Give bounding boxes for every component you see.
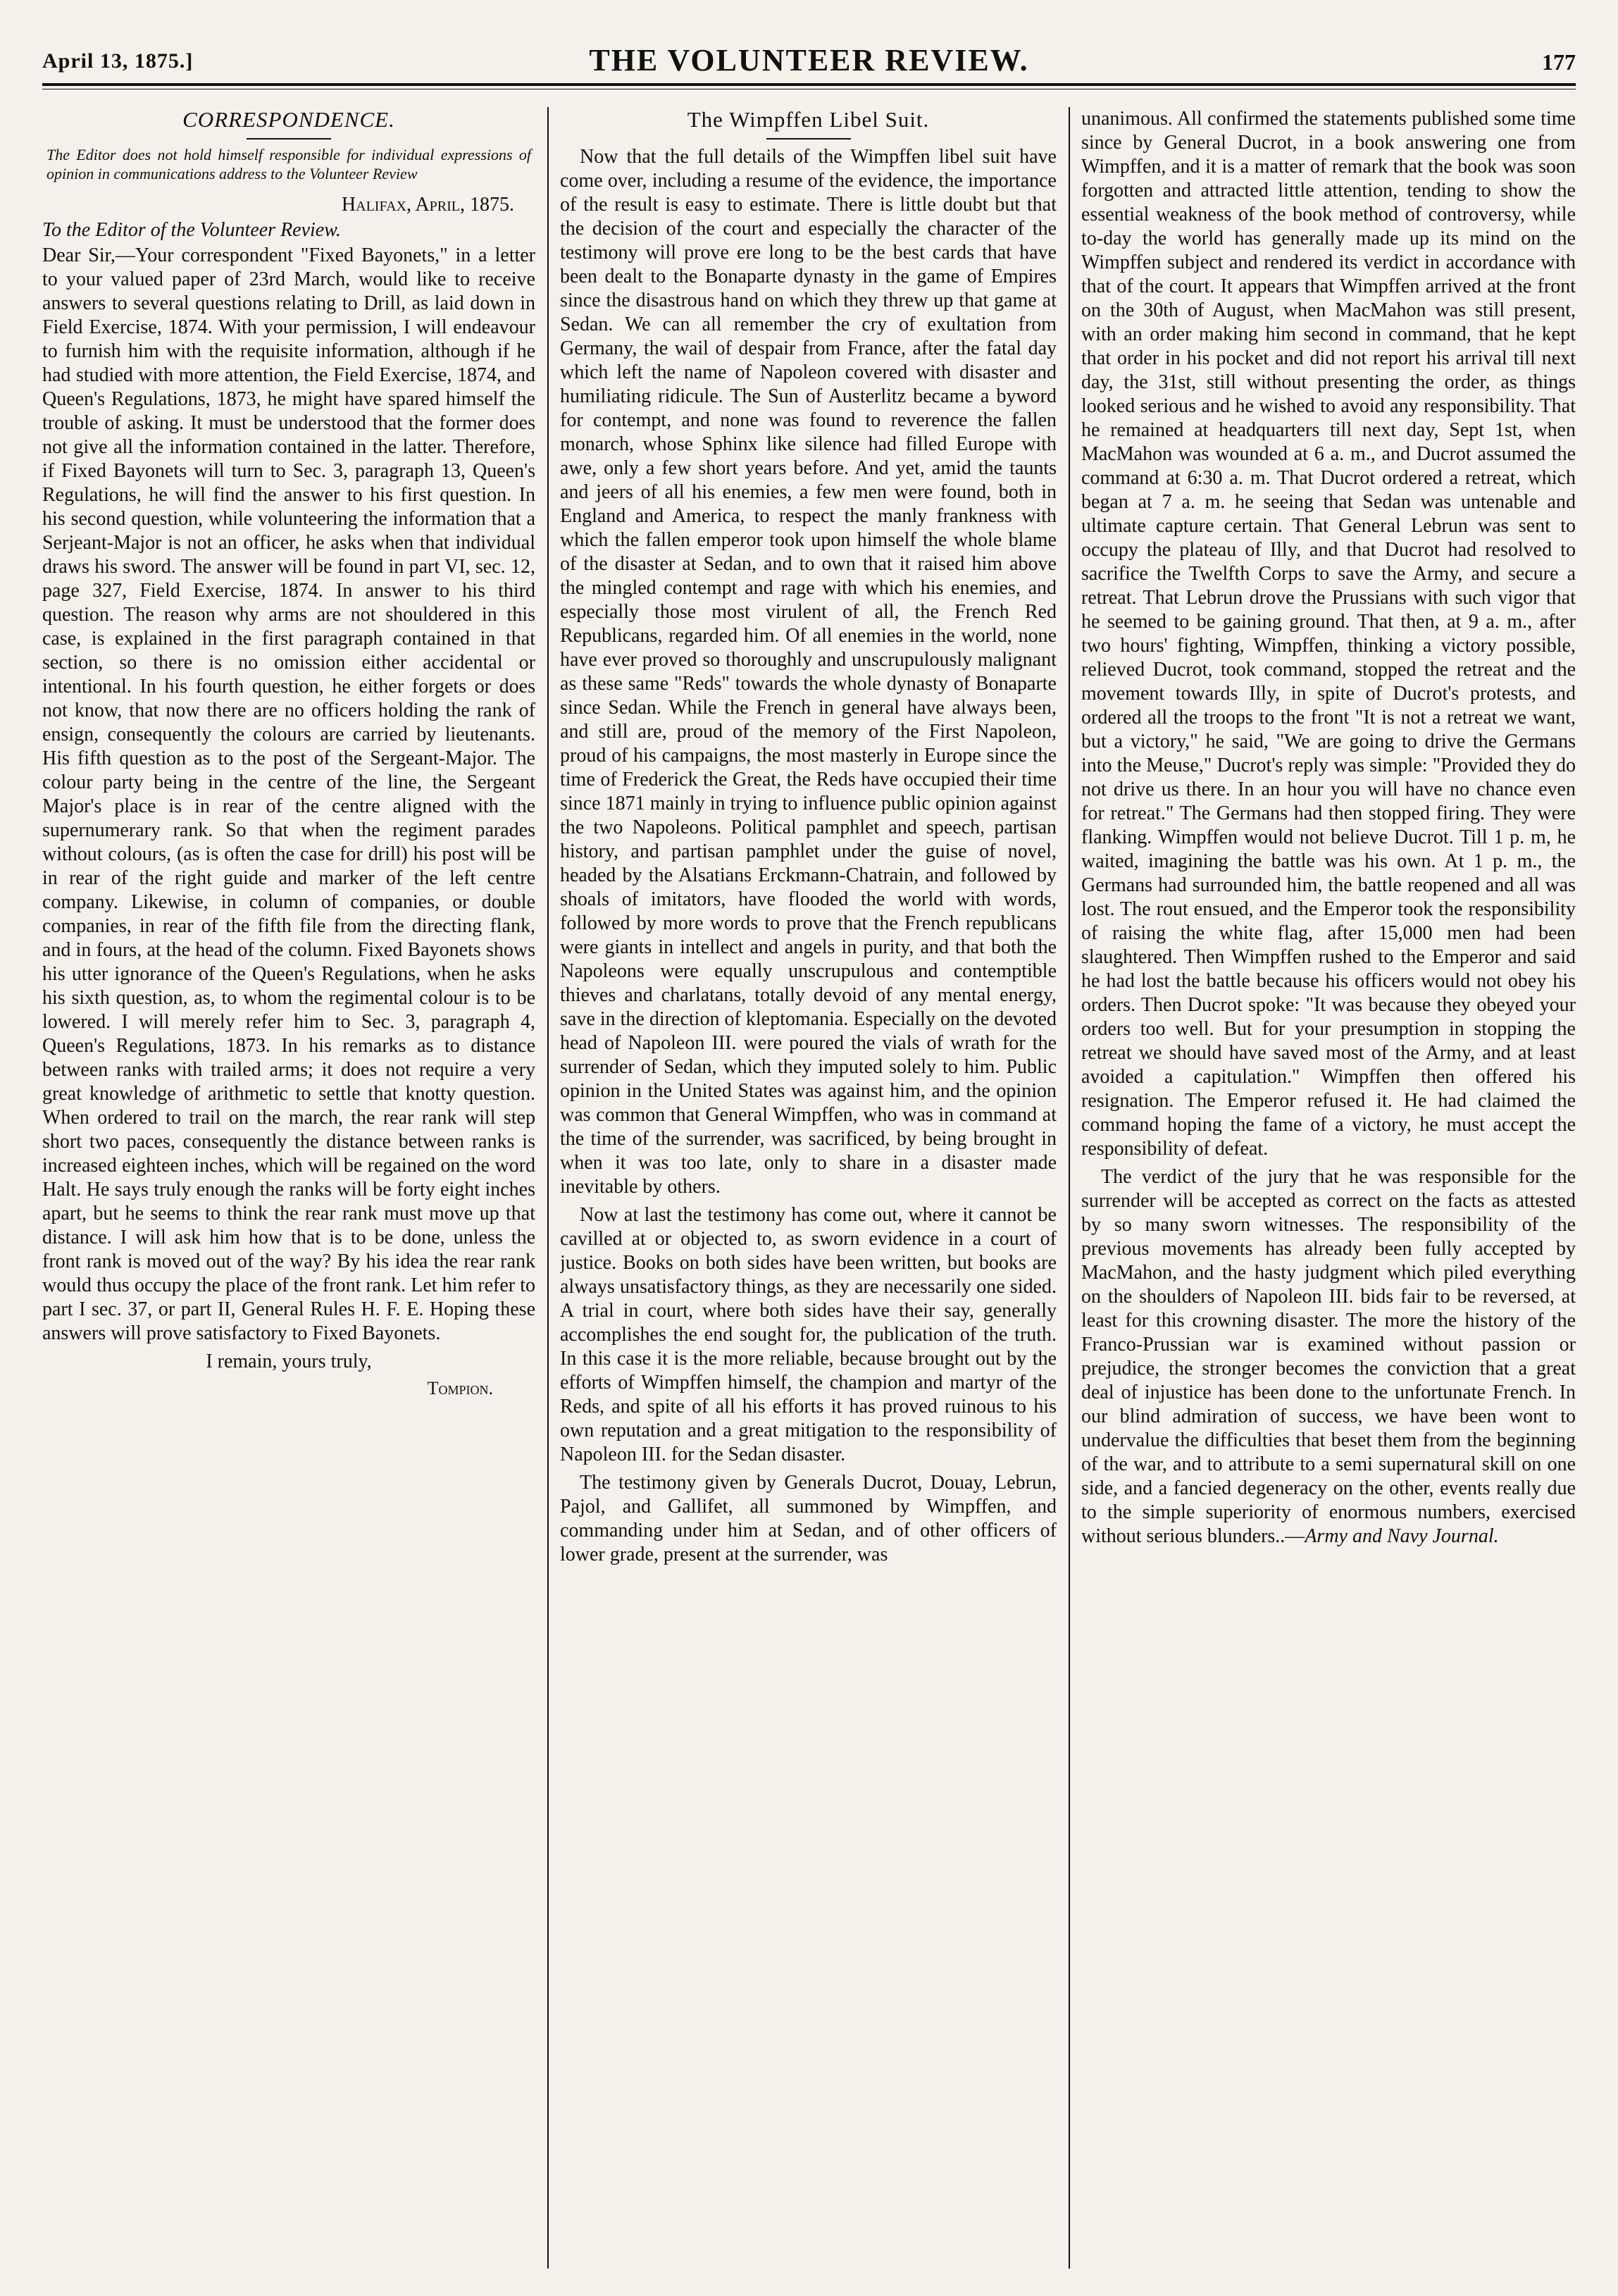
correspondence-heading: CORRESPONDENCE. xyxy=(182,107,395,132)
column-article-continued xyxy=(1081,107,1576,2269)
header-rule-thick xyxy=(42,83,1576,86)
issue-date: April 13, 1875.] xyxy=(42,49,194,73)
letter-dateline: Halifax, April, 1875. xyxy=(341,194,514,216)
publication-title: THE VOLUNTEER REVIEW. xyxy=(589,43,1029,77)
letter-signature: Tompion. xyxy=(427,1378,493,1398)
article-source: Army and Navy Journal. xyxy=(1305,1525,1499,1547)
letter-salutation: To the Editor of the Volunteer Review. xyxy=(42,219,341,241)
column-divider-2 xyxy=(1069,107,1070,2269)
column-correspondence xyxy=(42,107,535,2269)
article-heading-rule xyxy=(766,138,851,139)
newspaper-page xyxy=(42,42,1576,2269)
column-wimpffen-article xyxy=(560,107,1057,2269)
columns xyxy=(42,107,1576,2269)
article-heading: The Wimpffen Libel Suit. xyxy=(687,107,930,132)
page-header xyxy=(42,42,1576,92)
article-conclusion: The verdict of the jury that he was responsible for the surrender will be accepted as correct on the facts as attested by so many sworn witnesses. The responsibility of the previous movements has already been fully accepted by MacMahon, and the hasty judgment which piled everything on the shoulders of Napoleon III. bids fair to be reversed, at least for this crowning disaster. The more the history of the Franco-Prussian war is examined without passion or prejudice, the stronger becomes the conviction that a great deal of injustice has been done to the unfortunate French. In our blind admiration of success, we have been wont to undervalue the difficulties that beset them from the beginning of the war, and to attribute to a semi supernatural skill on one side, and a fancied degeneracy on the other, events really due to the simple superiority of enormous numbers, exercised without serious blunders..— xyxy=(1081,1166,1576,1547)
heading-rule xyxy=(247,138,331,139)
letter-closing: I remain, yours truly, xyxy=(206,1351,372,1372)
article-paragraph-2: Now at last the testimony has come out, where it cannot be cavilled at or objected to, as sworn evidence in a court of justice. Books on both sides have been written, but books are always unsatisfactory things, as they are necessarily one sided. A trial in court, where both sides have their say, generally accomplishes the end sought for, the publication of the truth. In this case it is the more reliable, because brought out by the efforts of Wimpffen himself, the champion and martyr of the Reds, and spite of all his efforts it has proved ruinous to his own reputation and a great mitigation to the responsibility of Napoleon III. for the Sedan disaster. xyxy=(560,1204,1057,1465)
article-paragraph-3: The testimony given by Generals Ducrot, Douay, Lebrun, Pajol, and Gallifet, all summoned by Wimpffen, and commanding under him at Sedan, and of other officers of lower grade, present at the surrender, was xyxy=(560,1472,1057,1565)
column-divider-1 xyxy=(547,107,549,2269)
article-continued-paragraph-2 xyxy=(1081,1165,1576,1549)
letter-body: Dear Sir,—Your correspondent "Fixed Bayonets," in a letter to your valued paper of 23rd March, would like to receive answers to several questions relating to Drill, as laid down in Field Exercise, 1874. With your permission, I will endeavour to furnish him with the requisite information, although if he had studied with more attention, the Field Exercise, 1874, and Queen's Regulations, 1873, he might have spared himself the trouble of asking. It must be understood that the former does not give all the information contained in the latter. Therefore, if Fixed Bayonets will turn to Sec. 3, paragraph 13, Queen's Regulations, he will find the answer to his first question. In his second question, while volunteering the information that a Serjeant-Major is not an officer, he asks when that individual draws his sword. The answer will be found in part VI, sec. 12, page 327, Field Exercise, 1874. In answer to his third question. The reason why arms are not shouldered in this case, is explained in the first paragraph contained in that section, so there is no omission either accidental or intentional. In his fourth question, he either forgets or does not know, that now there are no officers holding the rank of ensign, consequently the colours are carried by lieutenants. His fifth question as to the post of the Sergeant-Major. The colour party being in the centre of the line, the Sergeant Major's place is in rear of the centre aligned with the supernumerary rank. So that when the regiment parades without colours, (as is often the case for drill) his post will be in rear of the right guide and marker of the left centre company. Likewise, in column of companies, or double companies, in rear of the fifth file from the directing flank, and in fours, at the head of the column. Fixed Bayonets shows his utter ignorance of the Queen's Regulations, when he asks his sixth question, as, to whom the regimental colour is to be lowered. I will merely refer him to Sec. 3, paragraph 4, Queen's Regulations, 1873. In his remarks as to distance between ranks with trailed arms; it does not require a very great knowledge of arithmetic to settle that knotty question. When ordered to trail on the march, the rear rank will step short two paces, consequently the distance between ranks is increased eighteen inches, which will be regained on the word Halt. He says truly enough the ranks will be forty eight inches apart, but he seems to think the rear rank must move up that distance. I will ask him how that is to be done, unless the front rank is moved out of the way? By his idea the rear rank would thus occupy the place of the front rank. Let him refer to part I sec. 37, or part II, General Rules H. F. E. Hoping these answers will prove satisfactory to Fixed Bayonets. xyxy=(42,244,535,1344)
page-number: 177 xyxy=(1542,49,1576,75)
article-paragraph-1: Now that the full details of the Wimpffen libel suit have come over, including a resume of the evidence, the importance of the result is easy to estimate. There is little doubt but that the decision of the court and especially the character of the testimony will prove ere long to be the best cards that have been dealt to the Bonaparte dynasty in the game of Empires since the disastrous hand on which they threw up that game at Sedan. We can all remember the cry of exultation from Germany, the wail of despair from France, after the fatal day which left the name of Napoleon covered with disaster and humiliating ridicule. The Sun of Austerlitz became a byword for contempt, and none was found to reverence the fallen monarch, whose Sphinx like silence had filled Europe with awe, only a few short years before. And yet, amid the taunts and jeers of all his enemies, a few men were found, both in England and America, to respect the manly frankness with which the fallen emperor took upon himself the whole blame of the disaster at Sedan, and to own that it raised him above the mingled contempt and rage with which his enemies, and especially those most virulent of all, the French Red Republicans, regarded him. Of all enemies in the world, none have ever proved so thoroughly and unscrupulously malignant as these same "Reds" towards the whole dynasty of Bonaparte since Sedan. While the French in general have always been, and still are, proud of the memory of the First Napoleon, proud of his campaigns, the most masterly in Europe since the time of Frederick the Great, the Reds have occupied their time since 1871 mainly in trying to influence public opinion against the two Napoleons. Political pamphlet and speech, partisan history, and partisan pamphlet under the guise of novel, headed by the Alsatians Erckmann-Chatrain, and followed by shoals of imitators, have flooded the world with words, followed by more words to prove that the French republicans were giants in intellect and angels in purity, and that both the Napoleons were equally unscrupulous and contemptible thieves and charlatans, totally devoid of any mental energy, save in the direction of kleptomania. Especially on the devoted head of Napoleon III. were poured the vials of wrath for the surrender of Sedan, which they imputed solely to him. Public opinion in the United States was against him, and the opinion was common that General Wimpffen, who was in command at the time of the surrender, was sacrificed, by being brought in when it was too late, only to share in a disaster made inevitable by others. xyxy=(560,146,1057,1198)
editor-disclaimer: The Editor does not hold himself responsible for individual expressions of opinion in communications address to the Volunteer Review xyxy=(46,146,531,182)
article-continued-paragraph-1: unanimous. All confirmed the statements published some time since by General Ducrot, in a book answering one from Wimpffen, and it is a matter of remark that the book was soon forgotten and attracted little attention, tending to show the essential weakness of the book method of controversy, while to-day the world has generally made up its mind on the Wimpffen subject and rendered its verdict in accordance with that of the court. It appears that Wimpffen arrived at the front on the 30th of August, when MacMahon was still present, with an order making him second in command, that he kept that order in his pocket and did not report his arrival till next day, the 31st, still without presenting the order, as things looked serious and he wished to avoid any responsibility. That he remained at headquarters till next day, Sept 1st, when MacMahon was wounded at 6 a. m., and Ducrot assumed the command at 6:30 a. m. That Ducrot ordered a retreat, which began at 7 a. m. he seeing that Sedan was untenable and ultimate capture certain. That General Lebrun was sent to occupy the plateau of Illy, and that Ducrot had resolved to sacrifice the Twelfth Corps to save the Army, and secure a retreat. That Lebrun drove the Prussians with such vigor that he seemed to be gaining ground. That then, at 9 a. m., after two hours' fighting, Wimpffen, thinking a victory possible, relieved Ducrot, took command, stopped the retreat and the movement towards Illy, in spite of Ducrot's protests, and ordered all the troops to the front "It is not a retreat we want, but a victory," he said, "We are going to drive the Germans into the Meuse," Ducrot's reply was simple: "Provided they do not drive us there. In an hour you will have no chance even for retreat." The Germans had then stopped firing. They were flanking. Wimpffen would not believe Ducrot. Till 1 p. m, he waited, imagining the battle was his own. At 1 p. m., the Germans had surrounded him, the battle reopened and all was lost. The rout ensued, and the Emperor took the responsibility of raising the white flag, after 15,000 men had been slaughtered. Then Wimpffen rushed to the Emperor and said he had lost the battle because his officers would not obey his orders. Then Ducrot spoke: "It was because they obeyed your orders too well. But for your presumption in stopping the retreat we should have saved most of the Army, and at least avoided a capitulation." Wimpffen then offered his resignation. The Emperor refused it. He had claimed the command hoping the fame of a victory, he must accept the responsibility of defeat. xyxy=(1081,108,1576,1160)
